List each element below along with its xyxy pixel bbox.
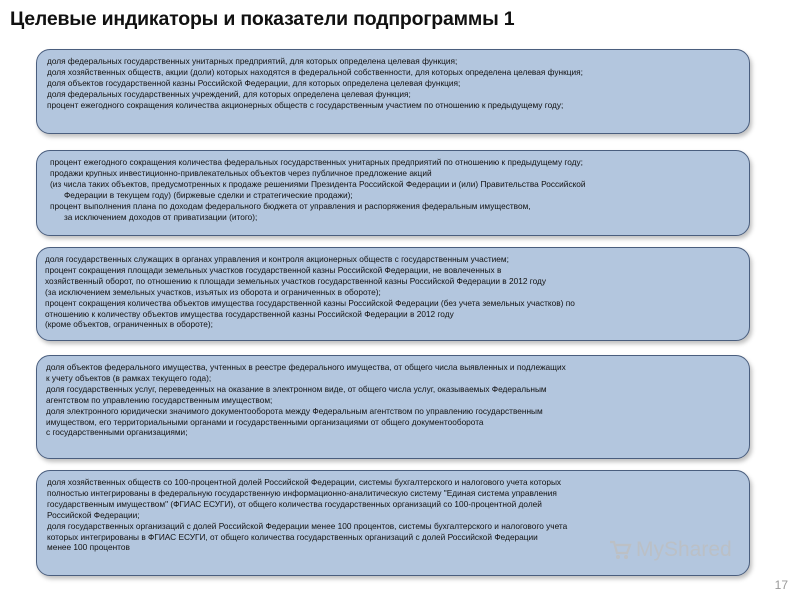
indicator-line: доля государственных организаций с долей Российской Федерации менее 100 процентов, системы бухгалтерского и налогового учета bbox=[47, 520, 568, 531]
indicator-line: продажи крупных инвестиционно-привлекательных объектов через публичное предложение акций bbox=[50, 167, 432, 178]
watermark bbox=[608, 538, 732, 562]
indicator-line: доля электронного юридически значимого документооборота между Федеральным агентством по управлению государственным bbox=[46, 405, 543, 416]
indicator-line: доля государственных услуг, переведенных на оказание в электронном виде, от общего числа услуг, оказываемых Федеральным bbox=[46, 383, 547, 394]
indicator-line: доля государственных служащих в органах управления и контроля акционерных обществ с государственным участием; bbox=[45, 254, 509, 264]
indicator-box-3 bbox=[36, 247, 750, 341]
indicator-line: имуществом, его территориальными органами и государственными организациями от общего документооборота bbox=[46, 416, 484, 427]
indicator-line: полностью интегрированы в федеральную государственную информационно-аналитическую систему "Единая система управления bbox=[47, 487, 557, 498]
indicator-line: доля объектов федерального имущества, учтенных в реестре федерального имущества, от общего числа выявленных и подлежащих bbox=[46, 362, 566, 372]
indicator-line: которых интегрированы в ФГИАС ЕСУГИ, от общего количества государственных организаций с долей Российской Федерации bbox=[47, 531, 538, 542]
page-number: 17 bbox=[774, 578, 788, 592]
indicator-line: к учету объектов (в рамках текущего года); bbox=[46, 372, 212, 383]
indicator-line: доля хозяйственных обществ, акции (доли) которых находятся в федеральной собственности, для которых определена целевая функция; bbox=[47, 66, 583, 77]
indicator-line: процент сокращения количества объектов имущества государственной казны Российской Федерации (без учета земельных участков) по bbox=[45, 297, 575, 308]
indicator-line: с государственными организациями; bbox=[46, 427, 188, 438]
indicator-line: (из числа таких объектов, предусмотренных к продаже решениями Президента Российской Федерации и (или) Правительства Российской bbox=[50, 178, 586, 189]
indicator-line: процент сокращения площади земельных участков государственной казны Российской Федерации, не вовлеченных в bbox=[45, 264, 502, 275]
indicator-line: процент выполнения плана по доходам федерального бюджета от управления и распоряжения федеральным имуществом, bbox=[50, 200, 531, 211]
indicator-line: доля хозяйственных обществ со 100-процентной долей Российской Федерации, системы бухгалтерского и налогового учета которых bbox=[47, 477, 562, 487]
cart-icon bbox=[608, 539, 632, 561]
indicator-line: отношению к количеству объектов имущества государственной казны Российской Федерации в 2012 году bbox=[45, 308, 454, 319]
indicator-line: процент ежегодного сокращения количества акционерных обществ с государственным участием по отношению к предыдущему году; bbox=[47, 99, 564, 110]
indicator-line: (кроме объектов, ограниченных в обороте); bbox=[45, 319, 213, 330]
indicator-box-4 bbox=[36, 355, 750, 459]
indicator-line: процент ежегодного сокращения количества федеральных государственных унитарных предприятий по отношению к предыдущему году; bbox=[50, 157, 583, 167]
indicator-line: агентством по управлению государственным имуществом; bbox=[46, 394, 273, 405]
indicator-line: за исключением доходов от приватизации (итого); bbox=[64, 211, 258, 222]
indicator-line: государственным имуществом" (ФГИАС ЕСУГИ), от общего количества государственных организаций со 100-процентной долей bbox=[47, 498, 542, 509]
indicator-line: доля федеральных государственных учреждений, для которых определена целевая функция; bbox=[47, 88, 411, 99]
indicator-line: Российской Федерации; bbox=[47, 509, 140, 520]
indicator-box-1 bbox=[36, 49, 750, 134]
indicator-line: доля федеральных государственных унитарных предприятий, для которых определена целевая функция; bbox=[47, 56, 458, 66]
indicator-line: доля объектов государственной казны Российской Федерации, для которых определена целевая функция; bbox=[47, 77, 461, 88]
watermark-text: MyShared bbox=[636, 538, 732, 561]
indicator-line: (за исключением земельных участков, изъятых из оборота и ограниченных в обороте); bbox=[45, 286, 381, 297]
page-title: Целевые индикаторы и показатели подпрограммы 1 bbox=[10, 8, 515, 30]
indicator-line: Федерации в текущем году) (биржевые сделки и стратегические продажи); bbox=[64, 189, 353, 200]
indicator-box-2 bbox=[36, 150, 750, 236]
indicator-line: менее 100 процентов bbox=[47, 542, 130, 553]
indicator-line: хозяйственный оборот, по отношению к площади земельных участков государственной казны Российской Федерации в 2012 году bbox=[45, 275, 547, 286]
